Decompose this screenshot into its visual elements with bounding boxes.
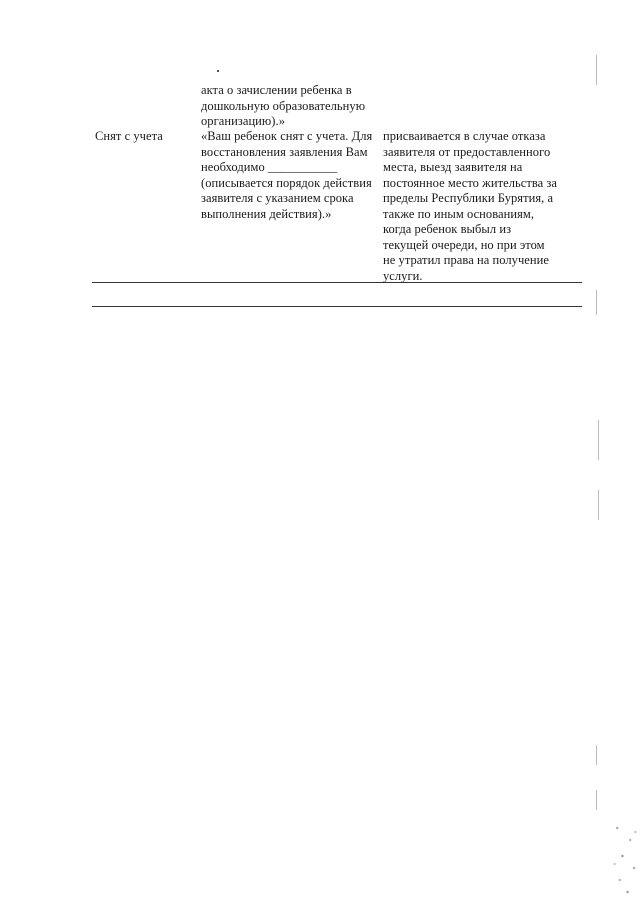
scan-edge-mark: [598, 420, 599, 460]
condition-cell: присваивается в случае отказа заявителя от предоставленного места, выезд заявителя на постоянное место жительства за пределы Республики Бурятия, а также по иным основаниям, когда ребенок выбыл из текущей очереди, но при этом не утратил права на получение услуги.: [383, 129, 557, 283]
message-cell: «Ваш ребенок снят с учета. Для восстановления заявления Вам необходимо ___________ (описывается порядок действия заявителя с указанием срока выполнения действия).»: [201, 129, 373, 221]
continuation-text: акта о зачислении ребенка в дошкольную образовательную организацию).»: [201, 83, 366, 128]
status-cell: Снят с учета: [95, 129, 163, 143]
table-bottom-rule: [92, 282, 582, 283]
scan-edge-mark: [596, 290, 597, 315]
scan-dot: [217, 70, 219, 72]
table-second-rule: [92, 306, 582, 307]
scan-edge-mark: [596, 745, 597, 765]
scan-edge-mark: [596, 790, 597, 810]
scan-edge-mark: [598, 490, 599, 520]
scan-edge-mark: [596, 55, 597, 85]
scan-noise: [612, 820, 638, 900]
